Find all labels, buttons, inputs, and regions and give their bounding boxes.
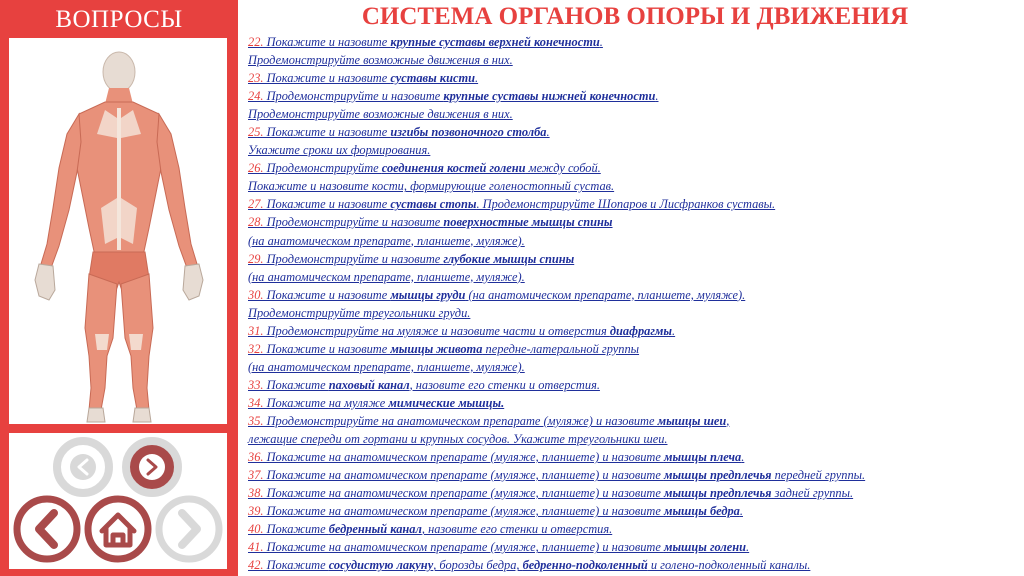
- question-text: ,: [726, 413, 730, 428]
- question-line[interactable]: [248, 448, 1018, 466]
- question-keyword: крупные суставы нижней конечности: [443, 89, 656, 104]
- question-line[interactable]: [248, 430, 1018, 448]
- question-number: 29.: [248, 251, 264, 266]
- question-line[interactable]: [248, 195, 1018, 213]
- question-number: 39.: [248, 504, 264, 519]
- question-line[interactable]: [248, 69, 1018, 87]
- question-line[interactable]: [248, 33, 1018, 51]
- question-keyword: крупные суставы верхней конечности: [390, 35, 600, 49]
- question-number: 31.: [248, 323, 264, 338]
- question-text: Покажите и назовите: [263, 71, 391, 86]
- question-text: Покажите и назовите: [263, 197, 391, 212]
- question-text: Продемонстрируйте возможные движения в них.: [248, 53, 513, 68]
- question-keyword: паховый канал: [328, 377, 410, 392]
- question-keyword: суставы кисти: [390, 71, 475, 86]
- question-number: 41.: [248, 540, 264, 555]
- question-keyword: глубокие мышцы спины: [443, 251, 575, 266]
- question-number: 24.: [248, 89, 264, 104]
- question-text: .: [741, 450, 745, 465]
- question-text: Покажите: [263, 377, 329, 392]
- question-line[interactable]: [248, 466, 1018, 484]
- muscular-system-figure-icon: [9, 38, 227, 424]
- question-number: 40.: [248, 522, 264, 537]
- question-text: Продемонстрируйте и назовите: [263, 251, 444, 266]
- question-text: Покажите и назовите: [263, 287, 391, 302]
- question-text: и голено-подколенный каналы.: [647, 558, 811, 573]
- question-number: 26.: [248, 161, 264, 176]
- question-text: .: [475, 71, 479, 86]
- question-keyword: мышцы шеи: [657, 413, 727, 428]
- question-number: 30.: [248, 287, 264, 302]
- question-text: Покажите на муляже: [263, 395, 389, 410]
- sidebar-title: ВОПРОСЫ: [55, 6, 183, 33]
- question-text: Продемонстрируйте на муляже и назовите части и отверстия: [263, 323, 610, 338]
- question-number: 34.: [248, 395, 264, 410]
- question-line[interactable]: [248, 322, 1018, 340]
- right-chevron-icon: [139, 454, 165, 480]
- question-text: Покажите: [263, 522, 329, 537]
- question-line[interactable]: [248, 394, 1018, 412]
- home-button[interactable]: [88, 499, 148, 559]
- question-text: Продемонстрируйте и назовите: [263, 89, 444, 104]
- question-text: , борозды бедра,: [433, 558, 523, 573]
- question-text: передней группы.: [771, 468, 866, 483]
- question-line[interactable]: [248, 538, 1018, 556]
- question-line[interactable]: [248, 484, 1018, 502]
- back-button[interactable]: [17, 499, 77, 559]
- question-text: задней группы.: [771, 486, 854, 501]
- question-text: Покажите на анатомическом препарате (муляже, планшете) и назовите: [263, 468, 664, 483]
- question-text: (на анатомическом препарате, планшете, муляже).: [465, 287, 746, 302]
- question-line[interactable]: [248, 177, 1018, 195]
- question-text: .: [655, 89, 659, 104]
- question-list: [248, 33, 1018, 574]
- question-text: (на анатомическом препарате, планшете, муляже).: [248, 359, 525, 374]
- question-keyword: бедренный канал: [328, 522, 422, 537]
- question-text: (на анатомическом препарате, планшете, муляже).: [248, 269, 525, 284]
- question-number: 28.: [248, 215, 264, 230]
- question-text: Продемонстрируйте: [263, 161, 382, 176]
- question-text: Покажите и назовите: [263, 35, 391, 49]
- question-number: 32.: [248, 341, 264, 356]
- question-text: Покажите: [263, 558, 329, 573]
- question-line[interactable]: [248, 105, 1018, 123]
- question-text: .: [746, 540, 750, 555]
- question-line[interactable]: [248, 159, 1018, 177]
- question-line[interactable]: [248, 213, 1018, 231]
- question-text: .: [739, 504, 743, 519]
- question-keyword: диафрагмы: [609, 323, 673, 338]
- question-line[interactable]: [248, 340, 1018, 358]
- question-number: 36.: [248, 450, 264, 465]
- question-text: Покажите и назовите: [263, 341, 391, 356]
- anatomy-figure-panel: [9, 38, 227, 424]
- question-keyword: мышцы предплечья: [663, 486, 772, 501]
- navigation-panel: [9, 433, 227, 569]
- question-keyword: изгибы позвоночного столба: [390, 125, 547, 140]
- question-text: , назовите его стенки и отверстия.: [409, 377, 600, 392]
- question-text: Покажите на анатомическом препарате (муляже, планшете) и назовите: [263, 486, 664, 501]
- question-line[interactable]: [248, 268, 1018, 286]
- next-slide-button[interactable]: [126, 441, 178, 493]
- question-number: 33.: [248, 377, 264, 392]
- question-text: Покажите на анатомическом препарате (муляже, планшете) и назовите: [263, 504, 664, 519]
- question-keyword: мышцы живота: [390, 341, 483, 356]
- question-keyword: мышцы бедра: [663, 504, 740, 519]
- question-text: передне-латеральной группы: [482, 341, 640, 356]
- question-text: Покажите на анатомическом препарате (муляже, планшете) и назовите: [263, 540, 664, 555]
- question-text: .: [599, 35, 603, 49]
- question-number: 42.: [248, 558, 264, 573]
- question-text: , назовите его стенки и отверстия.: [421, 522, 613, 537]
- question-number: 27.: [248, 197, 264, 212]
- forward-button[interactable]: [159, 499, 219, 559]
- question-line[interactable]: [248, 556, 1018, 574]
- question-number: 25.: [248, 125, 264, 140]
- left-chevron-icon: [70, 454, 96, 480]
- question-keyword: соединения костей голени: [381, 161, 526, 176]
- question-text: . Продемонстрируйте Шопаров и Лисфранков суставы.: [476, 197, 776, 212]
- question-text: Покажите и назовите кости, формирующие голеностопный сустав.: [248, 179, 615, 194]
- question-text: Покажите на анатомическом препарате (муляже, планшете) и назовите: [263, 450, 664, 465]
- question-keyword: суставы стопы: [390, 197, 477, 212]
- question-line[interactable]: [248, 304, 1018, 322]
- question-keyword: мимические мышцы.: [388, 395, 505, 410]
- question-number: 37.: [248, 468, 264, 483]
- question-keyword: мышцы предплечья: [663, 468, 772, 483]
- question-line[interactable]: [248, 123, 1018, 141]
- question-text: (на анатомическом препарате, планшете, муляже).: [248, 233, 525, 248]
- question-text: Покажите и назовите: [263, 125, 391, 140]
- question-text: лежащие спереди от гортани и крупных сосудов. Укажите треугольники шеи.: [248, 432, 668, 447]
- question-line[interactable]: [248, 412, 1018, 430]
- previous-slide-button[interactable]: [57, 441, 109, 493]
- question-text: Продемонстрируйте и назовите: [263, 215, 444, 230]
- sidebar: [0, 0, 238, 576]
- question-line[interactable]: [248, 502, 1018, 520]
- page-title: СИСТЕМА ОРГАНОВ ОПОРЫ И ДВИЖЕНИЯ: [361, 3, 909, 30]
- question-text: .: [546, 125, 550, 140]
- question-line[interactable]: [248, 232, 1018, 250]
- question-keyword: бедренно-подколенный: [522, 558, 648, 573]
- question-text: Укажите сроки их формирования.: [248, 143, 431, 158]
- question-text: Продемонстрируйте треугольники груди.: [248, 305, 471, 320]
- question-keyword: поверхностные мышцы спины: [443, 215, 613, 230]
- question-keyword: мышцы голени: [663, 540, 747, 555]
- question-keyword: мышцы плеча: [663, 450, 742, 465]
- question-text: между собой.: [525, 161, 601, 176]
- question-line[interactable]: [248, 358, 1018, 376]
- question-text: .: [672, 323, 676, 338]
- question-line[interactable]: [248, 250, 1018, 268]
- question-text: Продемонстрируйте на анатомическом препарате (муляже) и назовите: [263, 413, 658, 428]
- question-number: 35.: [248, 413, 264, 428]
- question-line[interactable]: [248, 376, 1018, 394]
- question-number: 38.: [248, 486, 264, 501]
- question-line[interactable]: [248, 141, 1018, 159]
- question-keyword: мышцы груди: [390, 287, 466, 302]
- question-line[interactable]: [248, 286, 1018, 304]
- question-text: Продемонстрируйте возможные движения в них.: [248, 107, 513, 122]
- question-line[interactable]: [248, 520, 1018, 538]
- question-keyword: сосудистую лакуну: [328, 558, 434, 573]
- question-line[interactable]: [248, 87, 1018, 105]
- question-number: 22.: [248, 35, 264, 49]
- question-line[interactable]: [248, 51, 1018, 69]
- question-number: 23.: [248, 71, 264, 86]
